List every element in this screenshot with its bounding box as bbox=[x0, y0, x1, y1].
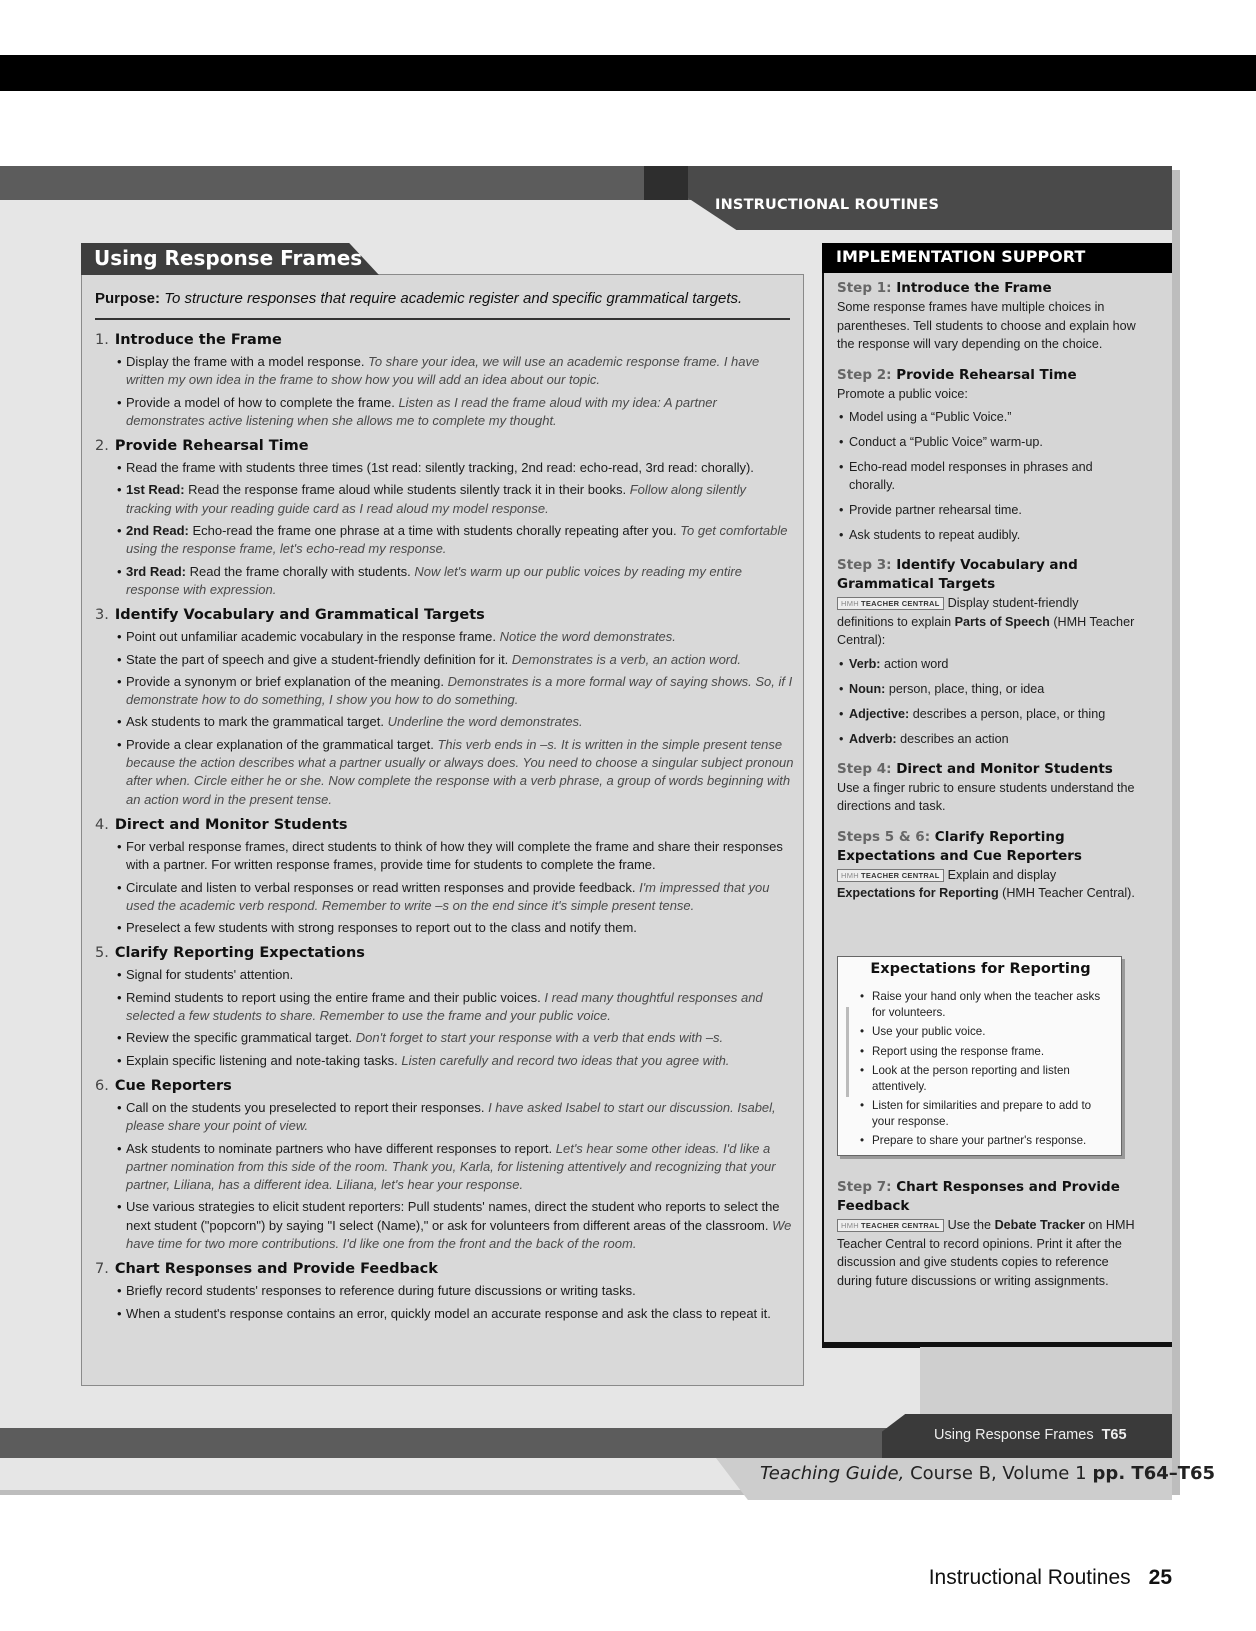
list-item: • Model using a “Public Voice.” bbox=[837, 408, 1137, 426]
step-bullets bbox=[95, 1099, 795, 1253]
routine-step bbox=[95, 1076, 795, 1253]
step-title: Clarify Reporting Expectations and Cue Reporters bbox=[837, 828, 1082, 864]
step-label: Steps 5 & 6: bbox=[837, 828, 931, 845]
step-bullets bbox=[95, 1282, 795, 1323]
step-text: Some response frames have multiple choices in parentheses. Tell students to choose and explain how the response will vary depending on the choice. bbox=[837, 300, 1136, 351]
list-item: • Circulate and listen to verbal responses or read written responses and provide feedback. I'm impressed that you used the academic verb respond. Remember to write –s on the end since it's simple present tense. bbox=[95, 879, 795, 916]
expectations-card bbox=[837, 956, 1122, 1156]
list-item: • Listen for similarities and prepare to add to your response. bbox=[860, 1098, 1115, 1129]
step-heading: 6. Cue Reporters bbox=[95, 1077, 232, 1094]
step-text: Promote a public voice: bbox=[837, 386, 968, 401]
top-black-bar bbox=[0, 55, 1256, 91]
support-step-3 bbox=[837, 556, 1137, 748]
page-footer bbox=[929, 1566, 1172, 1590]
rehearsal-bullets bbox=[837, 408, 1137, 544]
step-bullets bbox=[95, 628, 795, 809]
implementation-support-heading: IMPLEMENTATION SUPPORT bbox=[836, 247, 1086, 266]
step-heading: 1. Introduce the Frame bbox=[95, 332, 282, 348]
step-title: Provide Rehearsal Time bbox=[896, 366, 1077, 383]
list-item: • Prepare to share your partner's response. bbox=[860, 1133, 1115, 1149]
purpose-text: To structure responses that require academic register and specific grammatical targets. bbox=[164, 290, 743, 307]
routine-step bbox=[95, 943, 795, 1069]
list-item: • Look at the person reporting and listen attentively. bbox=[860, 1063, 1115, 1094]
section-label: INSTRUCTIONAL ROUTINES bbox=[715, 197, 940, 213]
list-item: • Provide partner rehearsal time. bbox=[837, 501, 1137, 519]
list-item: • Adverb: describes an action bbox=[837, 730, 1137, 748]
list-item: • Provide a synonym or brief explanation of the meaning. Demonstrates is a more formal way of saying shows. So, if I demonstrate how to do something, I show you how to do something. bbox=[95, 673, 795, 710]
support-step-1 bbox=[837, 279, 1137, 354]
card-side-mark bbox=[846, 1007, 849, 1097]
panel-left-border bbox=[822, 273, 824, 1347]
step-label: Step 2: bbox=[837, 366, 892, 383]
list-item: • Conduct a “Public Voice” warm-up. bbox=[837, 433, 1137, 451]
list-item: • Ask students to mark the grammatical target. Underline the word demonstrates. bbox=[95, 713, 795, 731]
list-item: • Echo-read model responses in phrases and chorally. bbox=[837, 458, 1137, 494]
step-heading: 5. Clarify Reporting Expectations bbox=[95, 945, 365, 962]
step-label: Step 3: bbox=[837, 557, 892, 573]
page-number: 25 bbox=[1148, 1566, 1172, 1589]
step-label: Step 4: bbox=[837, 760, 892, 777]
list-item: • Signal for students' attention. bbox=[95, 966, 795, 984]
step-title: Introduce the Frame bbox=[896, 280, 1052, 296]
list-item: • Ask students to repeat audibly. bbox=[837, 526, 1137, 544]
expectations-list bbox=[860, 989, 1115, 1153]
expectations-title: Expectations for Reporting bbox=[870, 961, 1091, 977]
list-item: • Remind students to report using the entire frame and their public voices. I read many thoughtful responses and selected a few students to share. Remember to use the frame and your public voice. bbox=[95, 989, 795, 1026]
footer-gray-block bbox=[920, 1347, 1172, 1414]
list-item: • Review the specific grammatical target. Don't forget to start your response with a verb that ends with –s. bbox=[95, 1029, 795, 1047]
support-column bbox=[837, 279, 1137, 915]
step-text: HMH TEACHER CENTRAL Explain and display Expectations for Reporting (HMH Teacher Central). bbox=[837, 867, 1135, 900]
step-label: Step 1: bbox=[837, 280, 892, 296]
step-title: Chart Responses and Provide Feedback bbox=[837, 1179, 1120, 1214]
step-heading: 7. Chart Responses and Provide Feedback bbox=[95, 1261, 438, 1278]
steps-list bbox=[95, 330, 795, 1327]
list-item: • Adjective: describes a person, place, or thing bbox=[837, 705, 1137, 723]
list-item: • Display the frame with a model response. To share your idea, we will use an academic response frame. I have written my own idea in the frame to show how you will add an idea about our topic. bbox=[95, 353, 795, 390]
list-item: • Briefly record students' responses to reference during future discussions or writing tasks. bbox=[95, 1282, 795, 1300]
page-section: Instructional Routines bbox=[928, 1566, 1131, 1589]
list-item: • Read the frame with students three times (1st read: silently tracking, 2nd read: echo-read, 3rd read: chorally). bbox=[95, 459, 795, 477]
list-item: • Point out unfamiliar academic vocabulary in the response frame. Notice the word demonstrates. bbox=[95, 628, 795, 646]
teacher-central-badge-icon: HMH TEACHER CENTRAL bbox=[837, 1219, 944, 1232]
page-title: Using Response Frames bbox=[94, 246, 363, 270]
list-item: • For verbal response frames, direct students to think of how they will complete the frame and share their responses with a partner. For written response frames, provide time for students to complete the frame. bbox=[95, 838, 795, 875]
list-item: • Use various strategies to elicit student reporters: Pull students' names, direct the student who reports to select the next student ("popcorn") by saying "I select (Name)," or ask for volunteers from different areas of the classroom. We have time for two more contributions. I'd like one from the front and the back of the room. bbox=[95, 1198, 795, 1253]
list-item: • State the part of speech and give a student-friendly definition for it. Demonstrates is a verb, an action word. bbox=[95, 651, 795, 669]
list-item: • Ask students to nominate partners who have different responses to report. Let's hear some other ideas. I'd like a partner nomination from this side of the room. Thank you, Karla, for listening attentively and recognizing that your partner, Liliana, has a different idea. Liliana, let's hear your response. bbox=[95, 1140, 795, 1195]
step-title: Direct and Monitor Students bbox=[896, 760, 1113, 777]
list-item: • Provide a model of how to complete the frame. Listen as I read the frame aloud with my idea: A partner demonstrates active listening when she allows me to complete my thought. bbox=[95, 394, 795, 431]
step-text: HMH TEACHER CENTRAL Display student-friendly definitions to explain Parts of Speech (HMH Teacher Central): bbox=[837, 596, 1135, 647]
step-bullets bbox=[95, 966, 795, 1069]
step-bullets bbox=[95, 838, 795, 937]
list-item: • Use your public voice. bbox=[860, 1024, 1115, 1040]
purpose-statement bbox=[95, 290, 795, 307]
support-steps-5-6 bbox=[837, 828, 1137, 903]
support-column-lower bbox=[837, 1178, 1137, 1302]
list-item: • 3rd Read: Read the frame chorally with students. Now let's warm up our public voices by reading my entire response with expression. bbox=[95, 563, 795, 600]
list-item: • Report using the response frame. bbox=[860, 1044, 1115, 1060]
step-text: Use a finger rubric to ensure students understand the directions and task. bbox=[837, 780, 1135, 813]
support-step-7 bbox=[837, 1178, 1137, 1290]
purpose-label: Purpose: bbox=[95, 290, 161, 307]
purpose-divider bbox=[95, 318, 790, 320]
list-item: • Verb: action word bbox=[837, 655, 1137, 673]
list-item: • Raise your hand only when the teacher asks for volunteers. bbox=[860, 989, 1115, 1020]
list-item: • Preselect a few students with strong responses to report out to the class and notify them. bbox=[95, 919, 795, 937]
footer-tab-label: Using Response Frames T65 bbox=[934, 1427, 1127, 1443]
list-item: • 1st Read: Read the response frame aloud while students silently track it in their books. Follow along silently tracking with your reading guide card as I read aloud my model response. bbox=[95, 481, 795, 518]
step-title: Identify Vocabulary and Grammatical Targets bbox=[837, 557, 1078, 592]
support-step-4 bbox=[837, 760, 1137, 816]
step-bullets bbox=[95, 459, 795, 599]
step-label: Step 7: bbox=[837, 1179, 892, 1195]
support-step-2 bbox=[837, 366, 1137, 545]
parts-of-speech-bullets bbox=[837, 655, 1137, 748]
routine-step bbox=[95, 1259, 795, 1323]
step-bullets bbox=[95, 353, 795, 430]
list-item: • Explain specific listening and note-taking tasks. Listen carefully and record two ideas that you agree with. bbox=[95, 1052, 795, 1070]
teaching-guide-reference: Teaching Guide, Course B, Volume 1 pp. T64–T65 bbox=[760, 1463, 1216, 1484]
list-item: • Noun: person, place, thing, or idea bbox=[837, 680, 1137, 698]
step-heading: 2. Provide Rehearsal Time bbox=[95, 438, 309, 455]
step-heading: 4. Direct and Monitor Students bbox=[95, 816, 348, 833]
list-item: • When a student's response contains an error, quickly model an accurate response and ask the class to repeat it. bbox=[95, 1305, 795, 1323]
list-item: • Provide a clear explanation of the grammatical target. This verb ends in –s. It is written in the simple present tense because the action describes what a partner usually or always does. You need to choose a singular subject pronoun after when. Circle either he or she. Now complete the response with a verb phrase, a group of words beginning with an action word in the present tense. bbox=[95, 736, 795, 809]
step-text: HMH TEACHER CENTRAL Use the Debate Tracker on HMH Teacher Central to record opinions. Print it after the discussion and give students copies to reference during future discussions or writing assignments. bbox=[837, 1218, 1135, 1288]
routine-step bbox=[95, 605, 795, 809]
routine-step bbox=[95, 436, 795, 599]
routine-step bbox=[95, 815, 795, 937]
step-heading: 3. Identify Vocabulary and Grammatical Targets bbox=[95, 607, 485, 624]
header-tab-accent bbox=[644, 166, 688, 200]
list-item: • Call on the students you preselected to report their responses. I have asked Isabel to start our discussion. Isabel, please share your point of view. bbox=[95, 1099, 795, 1136]
routine-step bbox=[95, 330, 795, 430]
list-item: • 2nd Read: Echo-read the frame one phrase at a time with students chorally repeating after you. To get comfortable using the response frame, let's echo-read my response. bbox=[95, 522, 795, 559]
teacher-central-badge-icon: HMH TEACHER CENTRAL bbox=[837, 869, 944, 882]
teacher-central-badge-icon: HMH TEACHER CENTRAL bbox=[837, 597, 944, 610]
